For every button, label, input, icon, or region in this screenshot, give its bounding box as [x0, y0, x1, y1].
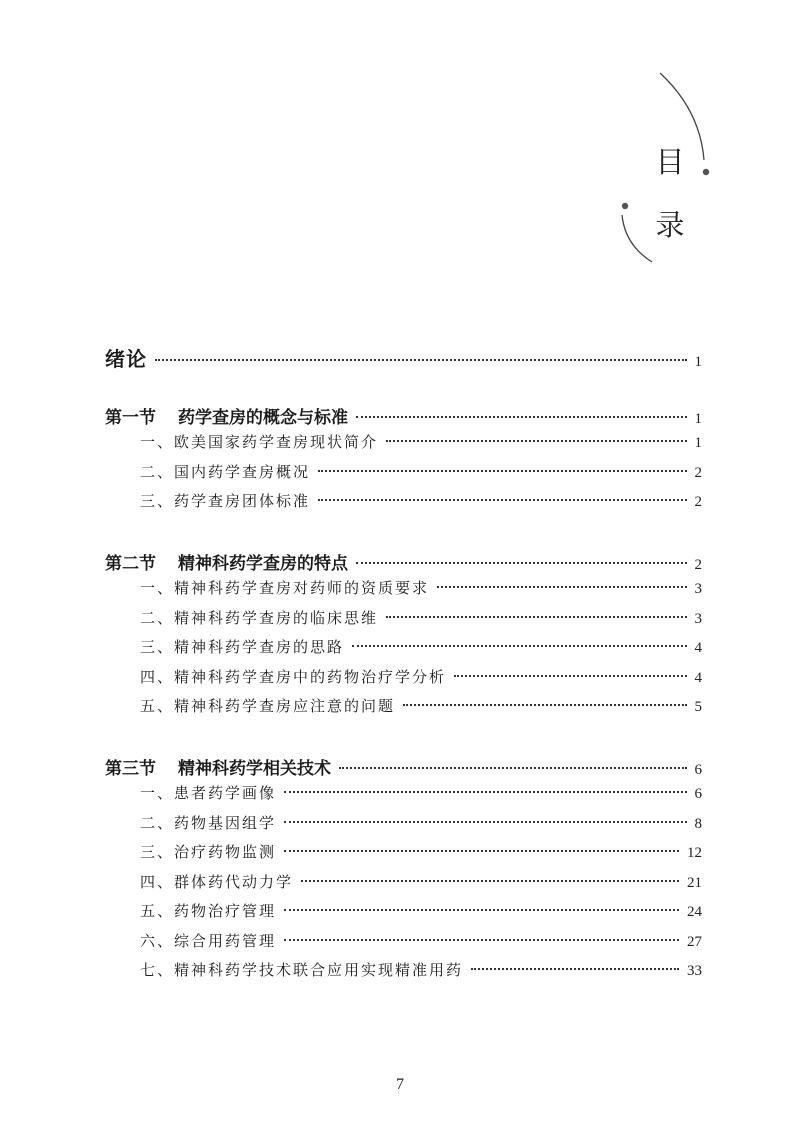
page-title-char-2: 录	[655, 208, 685, 242]
toc-subsection[interactable]	[140, 431, 702, 452]
toc-subsection-page: 2	[694, 464, 702, 481]
toc-subsection-page: 3	[694, 581, 702, 597]
toc-subsection-label: 一、欧美国家药学查房现状简介	[140, 433, 379, 451]
toc-subsection-page: 33	[687, 963, 702, 979]
toc-subsection[interactable]	[140, 782, 702, 803]
toc-subsection[interactable]	[140, 461, 702, 482]
dot-leader	[352, 645, 686, 647]
toc-subsection[interactable]	[140, 871, 702, 892]
dot-leader	[356, 562, 687, 564]
toc-subsection-label: 一、精神科药学查房对药师的资质要求	[140, 579, 430, 597]
dot-leader	[284, 791, 686, 793]
page-number: 7	[396, 1076, 404, 1093]
toc-subsection[interactable]	[140, 841, 702, 862]
toc-section-label	[105, 754, 331, 779]
upper-dot	[703, 169, 709, 175]
toc-entry-label: 绪论	[105, 347, 147, 371]
toc-section-page: 2	[694, 557, 702, 573]
toc-subsection-label: 三、治疗药物监测	[140, 843, 277, 861]
toc-subsection-page: 1	[694, 435, 702, 451]
toc-section-label	[105, 549, 348, 574]
toc-subsection-label: 二、国内药学查房概况	[140, 462, 311, 481]
toc-subsection-label: 二、精神科药学查房的临床思维	[140, 608, 379, 627]
dot-leader	[403, 704, 686, 706]
toc-subsection[interactable]	[140, 930, 702, 951]
toc-subsection[interactable]	[140, 607, 702, 628]
toc-subsection[interactable]	[140, 490, 702, 511]
toc-subsection[interactable]	[140, 695, 702, 716]
dot-leader	[471, 968, 679, 970]
dot-leader	[318, 470, 686, 472]
dot-leader	[356, 416, 687, 418]
lower-dot	[622, 203, 628, 209]
dot-leader	[454, 675, 686, 677]
section-title: 药学查房的概念与标准	[178, 408, 348, 428]
dot-leader	[284, 850, 679, 852]
toc-section-heading[interactable]	[105, 754, 702, 779]
toc-subsection[interactable]	[140, 666, 702, 687]
toc-subsection-page: 3	[694, 610, 702, 627]
toc-subsection-label: 四、精神科药学查房中的药物治疗学分析	[140, 667, 447, 686]
toc-subsection-page: 4	[694, 640, 702, 656]
toc-section-page: 1	[694, 411, 702, 427]
dot-leader	[155, 359, 687, 361]
dot-leader	[339, 767, 687, 769]
toc-section-label	[105, 403, 348, 428]
toc-subsection-page: 5	[694, 699, 702, 715]
toc-subsection-page: 4	[694, 669, 702, 686]
dot-leader	[437, 586, 686, 588]
section-number: 第二节	[105, 554, 156, 574]
section-number: 第三节	[105, 759, 156, 779]
toc-section-page: 6	[694, 762, 702, 778]
toc-subsection-label: 二、药物基因组学	[140, 813, 277, 832]
section-title: 精神科药学查房的特点	[178, 554, 348, 574]
dot-leader	[301, 880, 679, 882]
toc-subsection-label: 三、精神科药学查房的思路	[140, 638, 345, 656]
toc-subsection-label: 五、药物治疗管理	[140, 902, 277, 920]
dot-leader	[386, 616, 686, 618]
dot-leader	[284, 821, 686, 823]
toc-subsection[interactable]	[140, 577, 702, 598]
page-title-char-1: 目	[655, 145, 685, 179]
section-title: 精神科药学相关技术	[178, 759, 331, 779]
toc-subsection-page: 6	[694, 786, 702, 802]
toc-subsection-label: 七、精神科药学技术联合应用实现精准用药	[140, 961, 464, 979]
dot-leader	[318, 499, 686, 501]
toc-section-heading[interactable]	[105, 403, 702, 428]
section-number: 第一节	[105, 408, 156, 428]
toc-entry-page: 1	[694, 354, 702, 370]
toc-subsection[interactable]	[140, 959, 702, 980]
toc-subsection[interactable]	[140, 900, 702, 921]
toc-subsection-page: 21	[687, 874, 702, 891]
toc-entry-intro[interactable]	[105, 343, 702, 372]
toc-subsection-label: 五、精神科药学查房应注意的问题	[140, 697, 396, 715]
toc-subsection-label: 三、药学查房团体标准	[140, 492, 311, 510]
toc-subsection-page: 27	[687, 933, 702, 950]
toc-subsection-page: 24	[687, 904, 702, 920]
toc-subsection-label: 六、综合用药管理	[140, 931, 277, 950]
dot-leader	[386, 440, 686, 442]
lower-arc	[622, 215, 652, 262]
toc-subsection[interactable]	[140, 812, 702, 833]
toc-subsection-label: 一、患者药学画像	[140, 784, 277, 802]
toc-subsection-page: 8	[694, 815, 702, 832]
dot-leader	[284, 939, 679, 941]
toc-subsection-page: 12	[687, 845, 702, 861]
toc-subsection-page: 2	[694, 494, 702, 510]
toc-subsection-label: 四、群体药代动力学	[140, 872, 294, 891]
toc-section-heading[interactable]	[105, 549, 702, 574]
dot-leader	[284, 909, 679, 911]
toc-subsection[interactable]	[140, 636, 702, 657]
